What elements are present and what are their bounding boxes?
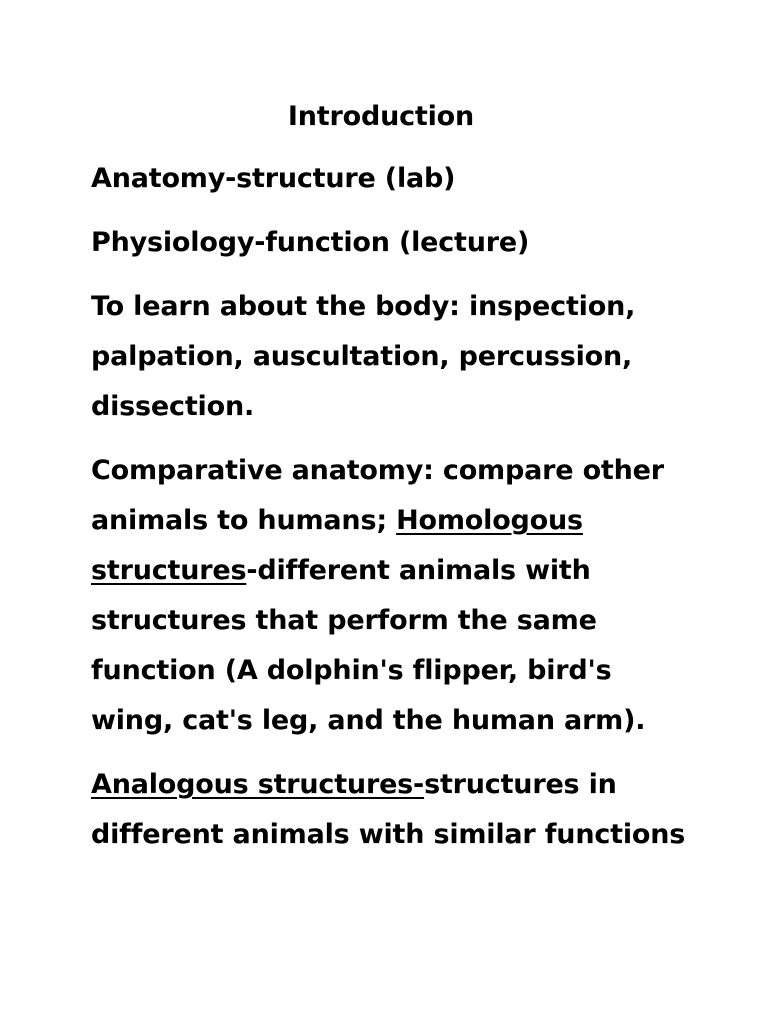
comparative-anatomy-lead: Comparative anatomy: compare other animals to humans; (91, 455, 664, 536)
paragraph-comparative-anatomy (91, 446, 691, 746)
homologous-structures-definition: -different animals with structures that perform the same function (A dolphin's flipper, bird's wing, cat's leg, and the human arm). (91, 555, 646, 736)
homologous-structures-term: Homologous structures (91, 505, 583, 586)
paragraph-physiology: Physiology-function (lecture) (91, 227, 530, 258)
paragraph-analogous-structures (91, 760, 691, 860)
document-body (91, 94, 691, 874)
paragraph-learning-methods: To learn about the body: inspection, palpation, auscultation, percussion, dissection. (91, 291, 636, 422)
analogous-structures-definition: structures in different animals with similar functions (91, 769, 686, 850)
document-title: Introduction (287, 101, 475, 132)
analogous-structures-term: Analogous structures- (91, 769, 425, 800)
paragraph-anatomy: Anatomy-structure (lab) (91, 163, 456, 194)
